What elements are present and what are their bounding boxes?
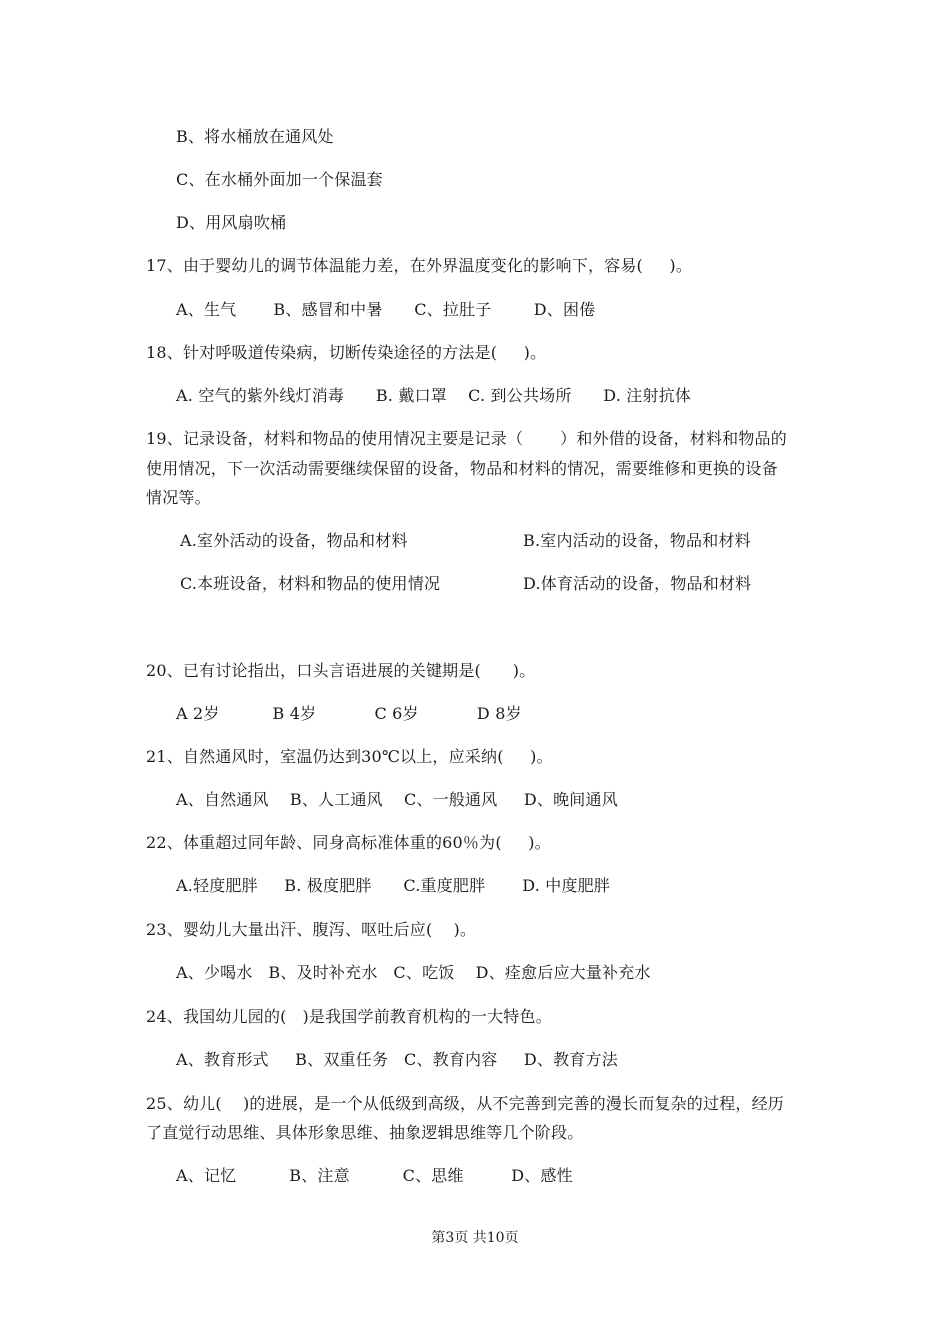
q24-stem: 24、我国幼儿园的( )是我国学前教育机构的一大特色。 <box>146 1007 552 1026</box>
q16-option-b: B、将水桶放在通风处 <box>176 127 334 146</box>
q19-option-c: C.本班设备，材料和物品的使用情况 <box>180 574 441 593</box>
q23-options: A、少喝水 B、及时补充水 C、吃饭 D、痊愈后应大量补充水 <box>176 963 651 982</box>
q19-stem-line-2: 使用情况，下一次活动需要继续保留的设备，物品和材料的情况，需要维修和更换的设备 <box>146 459 778 478</box>
q23-stem: 23、婴幼儿大量出汗、腹泻、呕吐后应( )。 <box>146 920 477 939</box>
q19-option-b: B.室内活动的设备，物品和材料 <box>523 531 751 550</box>
q16-option-c: C、在水桶外面加一个保温套 <box>176 170 383 189</box>
q20-stem: 20、已有讨论指出，口头言语进展的关键期是( )。 <box>146 661 536 680</box>
q21-options: A、自然通风 B、人工通风 C、一般通风 D、晚间通风 <box>176 790 618 809</box>
q19-option-d: D.体育活动的设备，物品和材料 <box>523 574 752 593</box>
q16-option-d: D、用风扇吹桶 <box>176 213 287 232</box>
q24-options: A、教育形式 B、双重任务 C、教育内容 D、教育方法 <box>176 1050 618 1069</box>
q20-options: A 2岁 B 4岁 C 6岁 D 8岁 <box>176 704 522 723</box>
q18-stem: 18、针对呼吸道传染病，切断传染途径的方法是( )。 <box>146 343 547 362</box>
q22-stem: 22、体重超过同年龄、同身高标准体重的60％为( )。 <box>146 833 551 852</box>
q19-option-a: A.室外活动的设备，物品和材料 <box>180 531 408 550</box>
q25-options: A、记忆 B、注意 C、思维 D、感性 <box>176 1166 573 1185</box>
q25-stem-line-1: 25、幼儿( )的进展，是一个从低级到高级，从不完善到完善的漫长而复杂的过程，经历 <box>146 1094 784 1113</box>
q17-stem: 17、由于婴幼儿的调节体温能力差，在外界温度变化的影响下，容易( )。 <box>146 256 693 275</box>
q21-stem: 21、自然通风时，室温仍达到30℃以上，应采纳( )。 <box>146 747 553 766</box>
q18-options: A. 空气的紫外线灯消毒 B. 戴口罩 C. 到公共场所 D. 注射抗体 <box>176 386 692 405</box>
q25-stem-line-2: 了直觉行动思维、具体形象思维、抽象逻辑思维等几个阶段。 <box>146 1123 584 1142</box>
q19-stem-line-1: 19、记录设备，材料和物品的使用情况主要是记录（ ）和外借的设备，材料和物品的 <box>146 429 787 448</box>
q19-stem-line-3: 情况等。 <box>146 488 211 507</box>
q17-options: A、生气 B、感冒和中暑 C、拉肚子 D、困倦 <box>176 300 596 319</box>
q22-options: A.轻度肥胖 B. 极度肥胖 C.重度肥胖 D. 中度肥胖 <box>176 876 611 895</box>
page-footer: 第3页 共10页 <box>431 1230 519 1246</box>
